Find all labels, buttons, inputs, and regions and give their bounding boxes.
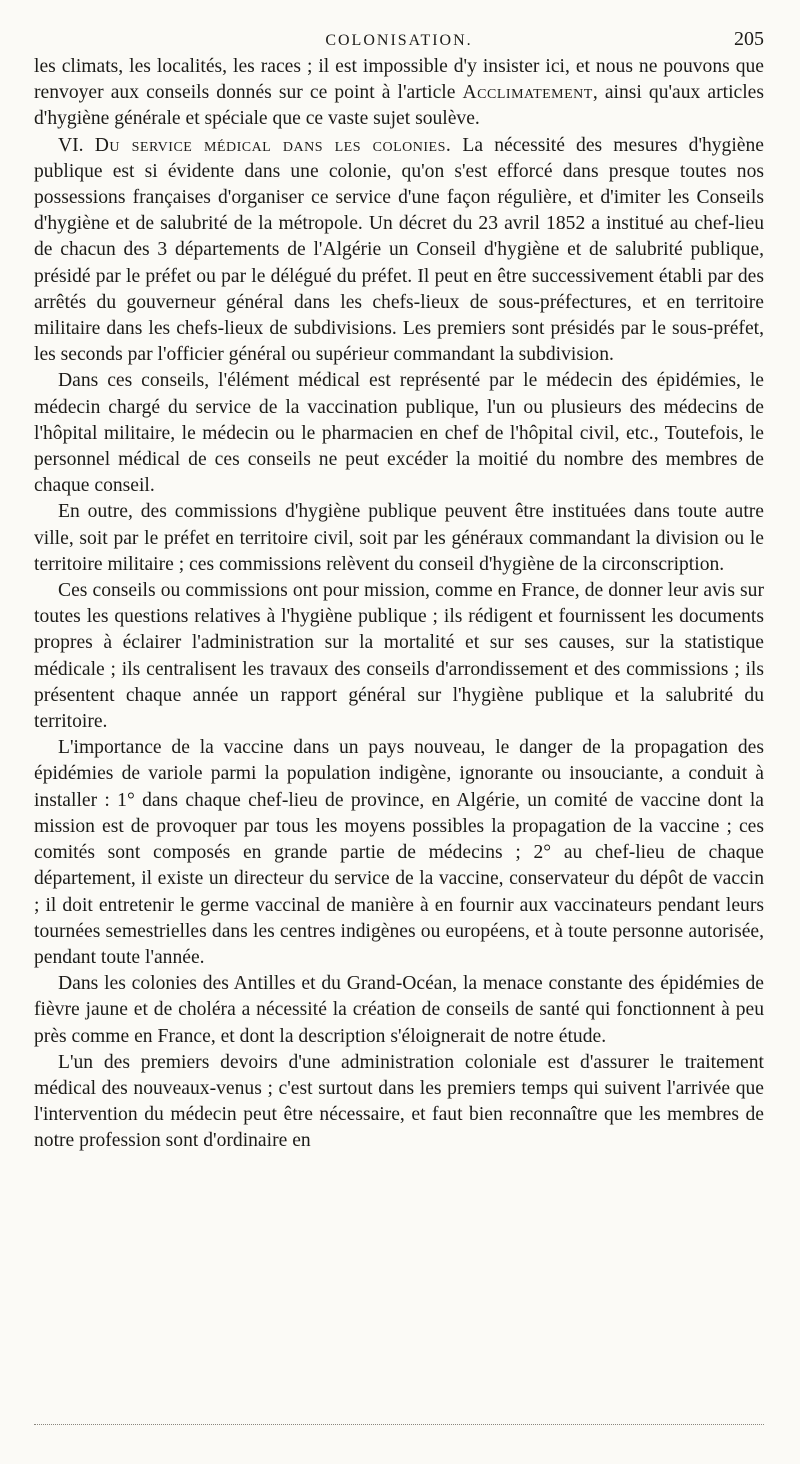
text-run: Ces conseils ou commissions ont pour mission, comme en France, de donner leur avis sur toutes les questions relatives à l'hygiène publique ; ils rédigent et fournissent les documents propres à éclairer l'administration sur la mortalité et sur ses causes, sur la statistique médicale ; ils centralisent les travaux des conseils d'arrondissement et des commissions ; ils présentent chaque année un rapport général sur l'hygiène publique et la salubrité du territoire. <box>34 580 764 733</box>
small-caps-run: Acclimatement <box>462 82 593 104</box>
small-caps-run: Du service médical dans les colonies. <box>94 134 452 156</box>
paragraph <box>34 735 764 971</box>
book-page <box>34 20 764 1155</box>
running-head <box>34 20 764 54</box>
text-run: , ainsi qu'aux articles d'hygiène générale et spéciale que ce vaste sujet soulève. <box>34 82 764 130</box>
running-title: COLONISATION. <box>325 32 473 49</box>
footer-rule <box>34 1424 764 1425</box>
text-run: L'un des premiers devoirs d'une administration coloniale est d'assurer le traitement médical des nouveaux-venus ; c'est surtout dans les premiers temps qui suivent l'arrivée que l'intervention du médecin peut être nécessaire, et faut bien reconnaître que les membres de notre profession sont d'ordinaire en <box>34 1051 764 1152</box>
text-run: L'importance de la vaccine dans un pays nouveau, le danger de la propagation des épidémies de variole parmi la population indigène, ignorante ou insouciante, a conduit à installer : 1° dans chaque chef-lieu de province, en Algérie, un comité de vaccine dont la mission est de provoquer par tous les moyens possibles la propagation de la vaccine ; ces comités sont composés en grande partie de médecins ; 2° au chef-lieu de chaque département, il existe un directeur du service de la vaccine, conservateur du dépôt de vaccin ; il doit entretenir le germe vaccinal de manière à en fournir aux vaccinateurs pendant leurs tournées semestrielles dans les centres indigènes ou européens, et à toute personne autorisée, pendant toute l'année. <box>34 737 764 968</box>
paragraph <box>34 971 764 1050</box>
body-text <box>34 54 764 1155</box>
text-run: Dans les colonies des Antilles et du Grand-Océan, la menace constante des épidémies de fièvre jaune et de choléra a nécessité la création de conseils de santé qui fonctionnent à peu près comme en France, et dont la description s'éloignerait de notre étude. <box>34 973 764 1047</box>
text-run: La nécessité des mesures d'hygiène publique est si évidente dans une colonie, qu'on s'est efforcé dans presque toutes nos possessions françaises d'organiser ce service d'une façon régulière, et d'imiter les Conseils d'hygiène et de salubrité de la métropole. Un décret du 23 avril 1852 a institué au chef-lieu de chacun des 3 départements de l'Algérie un Conseil d'hygiène et de salubrité publique, présidé par le préfet ou par le délégué du préfet. Il peut en être successivement établi par des arrêtés du gouverneur général dans les chefs-lieux de sous-préfectures, et en territoire militaire dans les chefs-lieux de subdivisions. Les premiers sont présidés par le sous-préfet, les seconds par l'officier général ou supérieur commandant la subdivision. <box>34 134 764 366</box>
paragraph <box>34 368 764 499</box>
paragraph <box>34 578 764 735</box>
paragraph <box>34 54 764 133</box>
text-run: Dans ces conseils, l'élément médical est représenté par le médecin des épidémies, le médecin chargé du service de la vaccination publique, l'un ou plusieurs des médecins de l'hôpital militaire, le médecin ou le pharmacien en chef de l'hôpital civil, etc., Toutefois, le personnel médical de ces conseils ne peut excéder la moitié du nombre des membres de chaque conseil. <box>34 370 764 497</box>
paragraph <box>34 1050 764 1155</box>
text-run: VI. <box>58 134 95 156</box>
paragraph <box>34 133 764 369</box>
text-run: les climats, les localités, les races ; il est impossible d'y insister ici, et nous ne pouvons que renvoyer aux conseils donnés sur ce point à l'article <box>34 56 764 104</box>
text-run: En outre, des commissions d'hygiène publique peuvent être instituées dans toute autre ville, soit par le préfet en territoire civil, soit par les généraux commandant la division ou le territoire militaire ; ces commissions relèvent du conseil d'hygiène de la circonscription. <box>34 501 764 575</box>
paragraph <box>34 499 764 578</box>
page-number: 205 <box>734 28 764 50</box>
